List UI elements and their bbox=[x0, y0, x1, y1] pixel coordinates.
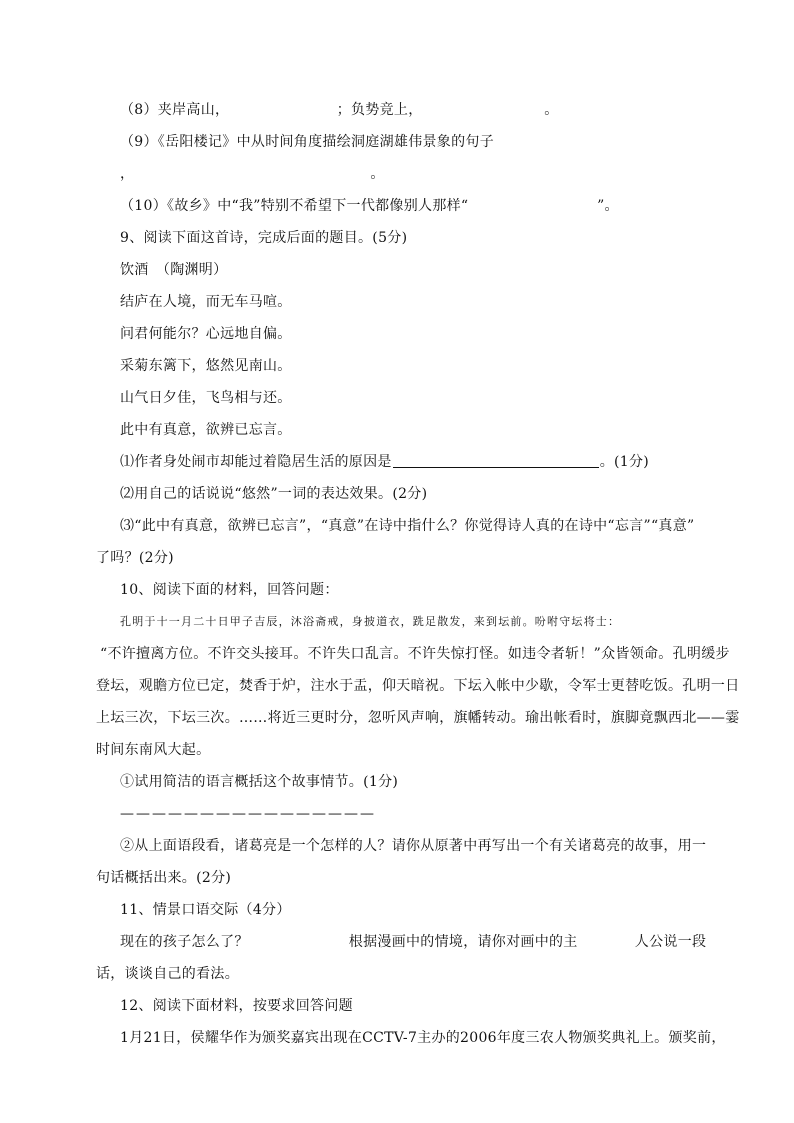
section-12-material: 1月21日，侯耀华作为颁奖嘉宾出现在CCTV-7主办的2006年度三农人物颁奖典礼上。颁奖前， bbox=[120, 1030, 726, 1046]
poem-title: 饮酒 （陶渊明） bbox=[120, 262, 228, 278]
section-12-heading: 12、阅读下面材料，按要求回答问题 bbox=[120, 998, 353, 1014]
question-9-answer-line: ， 。 bbox=[120, 166, 385, 182]
material-line-2: “不许擅离方位。不许交头接耳。不许失口乱言。不许失惊打怪。如违令者斩！”众皆领命。孔明缓步 bbox=[100, 646, 730, 662]
sub-question-2: ⑵用自己的话说说“悠然”一词的表达效果。(2分) bbox=[120, 486, 428, 502]
material-line-3: 登坛，观瞻方位已定，焚香于炉，注水于盂，仰天暗祝。下坛入帐中少歇，令军士更替吃饭。孔明一日 bbox=[96, 678, 740, 694]
poem-line-4: 山气日夕佳，飞鸟相与还。 bbox=[120, 390, 292, 406]
answer-blank[interactable] bbox=[393, 453, 599, 468]
section-9-heading: 9、阅读下面这首诗，完成后面的题目。(5分) bbox=[120, 230, 408, 246]
sub-question-1-text: ⑴作者身处闹市却能过着隐居生活的原因是 bbox=[120, 454, 392, 470]
section-10-heading: 10、阅读下面的材料，回答问题： bbox=[120, 582, 339, 598]
material-line-1: 孔明于十一月二十日甲子吉辰，沐浴斋戒，身披道衣，跣足散发，来到坛前。吩咐守坛将士： bbox=[120, 615, 621, 628]
circled-question-2: ②从上面语段看，诸葛亮是一个怎样的人？请你从原著中再写出一个有关诸葛亮的故事，用一 bbox=[120, 838, 707, 854]
answer-dash-line[interactable]: ———————————————— bbox=[120, 806, 376, 822]
poem-line-2: 问君何能尔？心远地自偏。 bbox=[120, 326, 292, 342]
poem-line-5: 此中有真意，欲辨已忘言。 bbox=[120, 422, 292, 438]
section-11-prompt-cont: 话，谈谈自己的看法。 bbox=[96, 966, 239, 982]
question-10-line: （10）《故乡》中“我”特别不希望下一代都像别人那样“ ”。 bbox=[120, 198, 619, 214]
circled-question-1: ①试用简洁的语言概括这个故事情节。(1分) bbox=[120, 774, 399, 790]
poem-line-3: 采菊东篱下，悠然见南山。 bbox=[120, 358, 292, 374]
material-line-4: 上坛三次，下坛三次。……将近三更时分，忽听风声响，旗幡转动。瑜出帐看时，旗脚竟飘西北——霎 bbox=[96, 710, 740, 726]
sub-question-1 bbox=[120, 452, 649, 472]
question-8-line: （8）夹岸高山， ；负势竞上， 。 bbox=[120, 102, 559, 118]
question-9-line: （9）《岳阳楼记》中从时间角度描绘洞庭湖雄伟景象的句子 bbox=[120, 134, 495, 150]
section-11-heading: 11、情景口语交际（4分） bbox=[120, 902, 291, 918]
sub-question-3: ⑶“此中有真意，欲辨已忘言”，“真意”在诗中指什么？你觉得诗人真的在诗中“忘言”“真意” bbox=[120, 518, 695, 534]
circled-question-2-cont: 句话概括出来。(2分) bbox=[96, 870, 232, 886]
poem-line-1: 结庐在人境，而无车马喧。 bbox=[120, 294, 292, 310]
sub-question-1-score: 。(1分) bbox=[599, 454, 650, 470]
material-line-5: 时间东南风大起。 bbox=[96, 742, 211, 758]
section-11-prompt: 现在的孩子怎么了？ 根据漫画中的情境，请你对画中的主 人公说一段 bbox=[120, 934, 707, 950]
sub-question-3-cont: 了吗？(2分) bbox=[96, 550, 174, 566]
